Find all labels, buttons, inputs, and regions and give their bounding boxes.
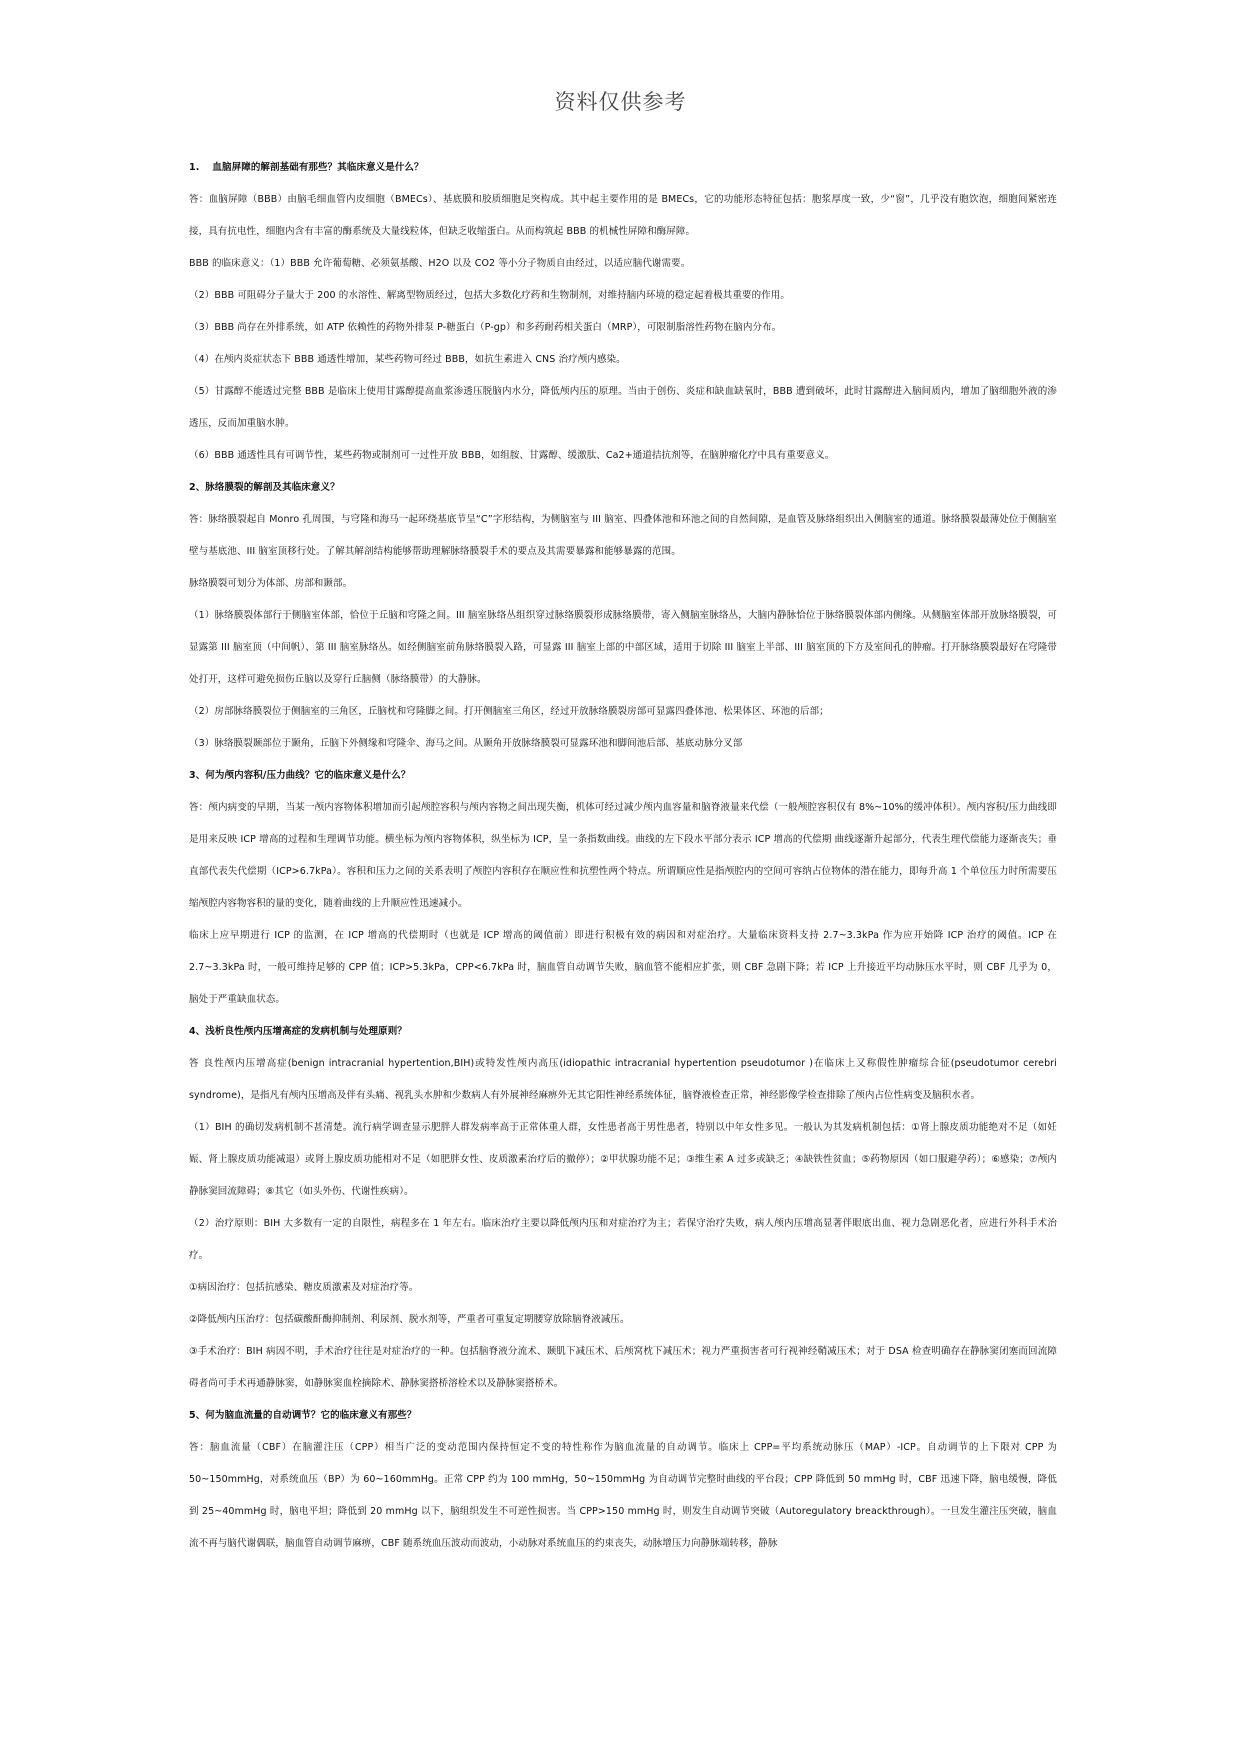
answer-paragraph: （1）脉络膜裂体部行于侧脑室体部，恰位于丘脑和穹隆之间。III 脑室脉络丛组织穿过脉络膜裂形成脉络膜带，寄入侧脑室脉络丛，大脑内静脉恰位于脉络膜裂体部内侧缘。从侧脑室体部开放脉络膜裂，可显露第 III 脑室顶（中间帆）、第 III 脑室脉络丛。如经侧脑室前角脉络膜裂入路，可显露 III 脑室上部的中部区域，适用于切除 III 脑室上半部、III 脑室顶的下方及室间孔的肿瘤。打开脉络膜裂最好在穹隆带处打开，这样可避免损伤丘脑以及穿行丘脑侧（脉络膜带）的大静脉。 (189, 610, 1057, 685)
answer-paragraph: 答：脉络膜裂起自 Monro 孔周围，与穹隆和海马一起环绕基底节呈“C”字形结构，为侧脑室与 III 脑室、四叠体池和环池之间的自然间隙，是血管及脉络组织出入侧脑室的通道。脉络膜裂最薄处位于侧脑室壁与基底池、III 脑室顶移行处。了解其解剖结构能够帮助理解脉络膜裂手术的要点及其需要暴露和能够暴露的范围。 (189, 514, 1057, 557)
answer-paragraph: （6）BBB 通透性具有可调节性，某些药物或制剂可一过性开放 BBB，如组胺、甘露醇、缓激肽、Ca2+通道拮抗剂等，在脑肿瘤化疗中具有重要意义。 (189, 450, 835, 461)
answer-paragraph: （4）在颅内炎症状态下 BBB 通透性增加，某些药物可经过 BBB，如抗生素进入 CNS 治疗颅内感染。 (189, 354, 626, 365)
document-body (189, 152, 1057, 1560)
question-2-heading: 2、脉络膜裂的解剖及其临床意义？ (189, 482, 340, 493)
answer-paragraph: （3）BBB 尚存在外排系统，如 ATP 依赖性的药物外排泵 P-糖蛋白（P-gp）和多药耐药相关蛋白（MRP），可限制脂溶性药物在脑内分布。 (189, 322, 782, 333)
answer-paragraph: （5）甘露醇不能透过完整 BBB 是临床上使用甘露醇提高血浆渗透压脱脑内水分，降低颅内压的原理。当由于创伤、炎症和缺血缺氧时，BBB 遭到破坏，此时甘露醇进入脑间质内，增加了脑细胞外液的渗透压，反而加重脑水肿。 (189, 386, 1057, 429)
answer-paragraph: （2）治疗原则：BIH 大多数有一定的自限性，病程多在 1 年左右。临床治疗主要以降低颅内压和对症治疗为主；若保守治疗失败，病人颅内压增高显著伴眼底出血、视力急剧恶化者，应进行外科手术治疗。 (189, 1218, 1057, 1261)
answer-paragraph: （1）BIH 的确切发病机制不甚清楚。流行病学调查显示肥胖人群发病率高于正常体重人群，女性患者高于男性患者，特别以中年女性多见。一般认为其发病机制包括：①肾上腺皮质功能绝对不足（如妊娠、肾上腺皮质功能减退）或肾上腺皮质功能相对不足（如肥胖女性、皮质激素治疗后的撤停）；②甲状腺功能不足；③维生素 A 过多或缺乏；④缺铁性贫血；⑤药物原因（如口服避孕药）；⑥感染；⑦颅内静脉窦回流障碍；⑧其它（如头外伤、代谢性疾病）。 (189, 1122, 1057, 1197)
answer-paragraph: 答：颅内病变的早期，当某一颅内容物体积增加而引起颅腔容积与颅内容物之间出现失衡，机体可经过减少颅内血容量和脑脊液量来代偿（一般颅腔容积仅有 8%~10%的缓冲体积）。颅内容积/压力曲线即是用来反映 ICP 增高的过程和生理调节功能。横坐标为颅内容物体积，纵坐标为 ICP，呈一条指数曲线。曲线的左下段水平部分表示 ICP 增高的代偿期 曲线逐渐升起部分，代表生理代偿能力逐渐丧失；垂直部代表失代偿期（ICP>6.7kPa）。容积和压力之间的关系表明了颅腔内容积存在顺应性和抗塑性两个特点。所谓顺应性是指颅腔内的空间可容纳占位物体的潜在能力，即每升高 1 个单位压力时所需要压缩颅腔内容物容积的量的变化，随着曲线的上升顺应性迅速减小。 (189, 802, 1057, 909)
question-5-heading: 5、何为脑血流量的自动调节？它的临床意义有那些？ (189, 1410, 417, 1421)
answer-paragraph: BBB 的临床意义：（1）BBB 允许葡萄糖、必须氨基酸、H2O 以及 CO2 等小分子物质自由经过，以适应脑代谢需要。 (189, 258, 691, 269)
answer-paragraph: （3）脉络膜裂颞部位于颞角，丘脑下外侧缘和穹隆伞、海马之间。从颞角开放脉络膜裂可显露环池和脚间池后部、基底动脉分叉部 (189, 738, 743, 749)
answer-paragraph: （2）BBB 可阻碍分子量大于 200 的水溶性、解离型物质经过，包括大多数化疗药和生物制剂，对维持脑内环境的稳定起着极其重要的作用。 (189, 290, 790, 301)
page-header-title: 资料仅供参考 (554, 90, 687, 114)
answer-paragraph: 答：脑血流量（CBF）在脑灌注压（CPP）相当广泛的变动范围内保持恒定不变的特性称作为脑血流量的自动调节。临床上 CPP=平均系统动脉压（MAP）-ICP。自动调节的上下限对 CPP 为 50~150mmHg，对系统血压（BP）为 60~160mmHg。正常 CPP 约为 100 mmHg，50~150mmHg 为自动调节完整时曲线的平台段；CPP 降低到 50 mmHg 时，CBF 迅速下降，脑电缓慢，降低到 25~40mmHg 时，脑电平坦；降低到 20 mmHg 以下，脑组织发生不可逆性损害。当 CPP>150 mmHg 时，则发生自动调节突破（Autoregulatory breackthrough）。一旦发生灌注压突破，脑血流不再与脑代谢偶联，脑血管自动调节麻痹，CBF 随系统血压波动而波动，小动脉对系统血压的约束丧失，动脉增压力向静脉端转移，静脉 (189, 1442, 1057, 1549)
answer-paragraph: （2）房部脉络膜裂位于侧脑室的三角区，丘脑枕和穹隆脚之间。打开侧脑室三角区，经过开放脉络膜裂房部可显露四叠体池、松果体区、环池的后部； (189, 706, 829, 717)
answer-paragraph: 临床上应早期进行 ICP 的监测，在 ICP 增高的代偿期时（也就是 ICP 增高的阈值前）即进行积极有效的病因和对症治疗。大量临床资料支持 2.7~3.3kPa 作为应开始降 ICP 治疗的阈值。ICP 在 2.7~3.3kPa 时，一般可维持足够的 CPP 值；ICP>5.3kPa，CPP<6.7kPa 时，脑血管自动调节失败，脑血管不能相应扩张，则 CBF 急剧下降；若 ICP 上升接近平均动脉压水平时，则 CBF 几乎为 0，脑处于严重缺血状态。 (189, 930, 1057, 1005)
answer-paragraph: ③手术治疗：BIH 病因不明，手术治疗往往是对症治疗的一种。包括脑脊液分流术、颞肌下减压术、后颅窝枕下减压术；视力严重损害者可行视神经鞘减压术；对于 DSA 检查明确存在静脉窦闭塞而回流障碍者尚可手术再通静脉窦，如静脉窦血栓摘除术、静脉窦搭桥溶栓术以及静脉窦搭桥术。 (189, 1346, 1057, 1389)
question-3-heading: 3、何为颅内容积/压力曲线？它的临床意义是什么？ (189, 770, 411, 781)
answer-paragraph: 答 良性颅内压增高症(benign intracranial hypertention,BIH)或特发性颅内高压(idiopathic intracranial hypertention pseudotumor )在临床上又称假性肿瘤综合征(pseudotumor cerebri syndrome)，是指凡有颅内压增高及伴有头痛、视乳头水肿和少数病人有外展神经麻痹外无其它阳性神经系统体征，脑脊液检查正常，神经影像学检查排除了颅内占位性病变及脑积水者。 (189, 1058, 1057, 1101)
answer-paragraph: 答：血脑屏障（BBB）由脑毛细血管内皮细胞（BMECs）、基底膜和胶质细胞足突构成。其中起主要作用的是 BMECs，它的功能形态特征包括：胞浆厚度一致，少“窗”，几乎没有胞饮泡，细胞间紧密连接，具有抗电性，细胞内含有丰富的酶系统及大量线粒体，但缺乏收缩蛋白。从而构筑起 BBB 的机械性屏障和酶屏障。 (189, 194, 1057, 237)
question-4-heading: 4、浅析良性颅内压增高症的发病机制与处理原则？ (189, 1026, 407, 1037)
answer-paragraph: 脉络膜裂可划分为体部、房部和颞部。 (189, 578, 353, 589)
answer-paragraph: ②降低颅内压治疗：包括碳酸酐酶抑制剂、利尿剂、脱水剂等，严重者可重复定期腰穿放除脑脊液减压。 (189, 1314, 630, 1325)
answer-paragraph: ①病因治疗：包括抗感染、糖皮质激素及对症治疗等。 (189, 1282, 419, 1293)
question-1-heading: 1. 血脑屏障的解剖基础有那些？其临床意义是什么？ (189, 162, 424, 173)
